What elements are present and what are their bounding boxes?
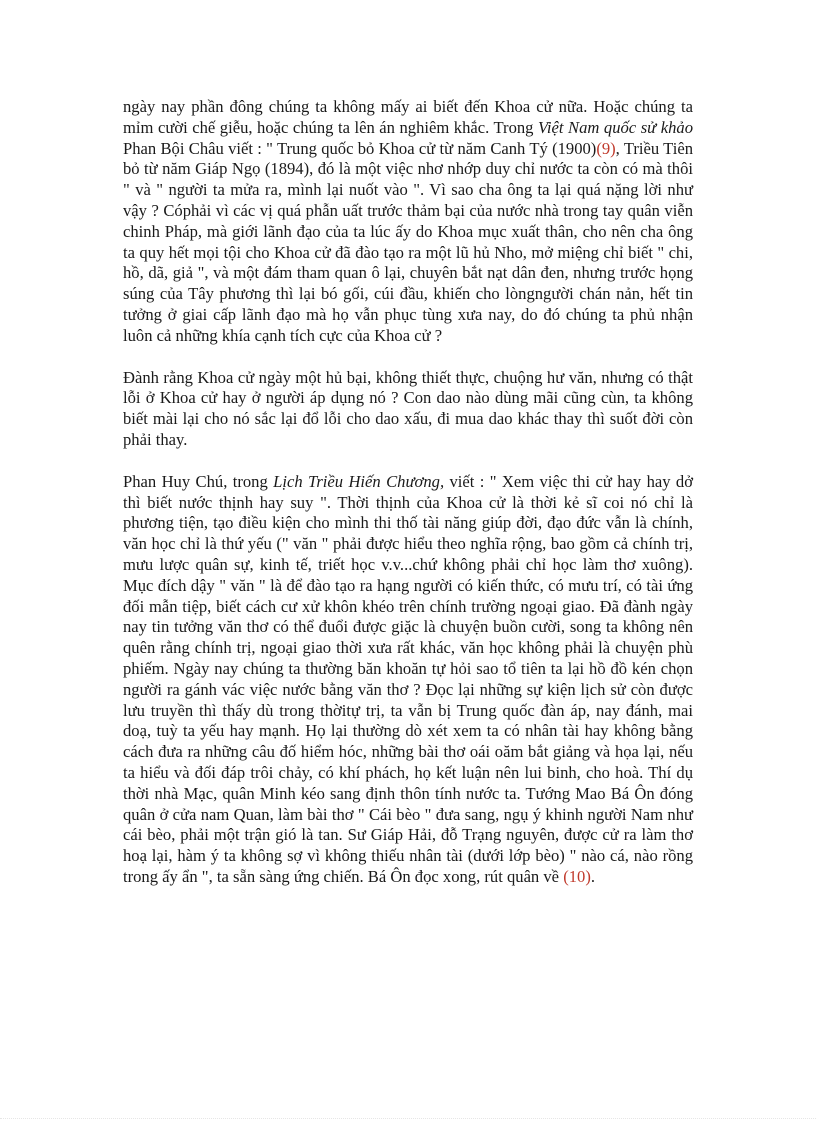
book-title-lich-trieu-hien-chuong: Lịch Triều Hiến Chương, [273, 471, 445, 491]
text-run: Đành rằng Khoa cử ngày một hủ bại, không thiết thực, chuộng hư văn, nhưng có thật lỗi ở Khoa cử hay ở người áp dụng nó ? Con dao nào dùng mãi cũng cùn, ta không biết mài lại cho nó sắc lại đổ lỗi cho dao xấu, đi mua dao khác thay thì suốt đời còn phải thay. [123, 367, 693, 449]
footnote-ref-9[interactable]: (9) [596, 138, 616, 158]
book-title-viet-nam-quoc-su-khao: Việt Nam quốc sử khảo [538, 117, 694, 137]
text-run: viết : " Xem việc thi cử hay hay dở thì biết nước thịnh hay suy ". Thời thịnh của Khoa cử là thời kẻ sĩ coi nó chỉ là phương tiện, tạo điều kiện cho mình thi thố tài năng giúp đời, đạo đức vẫn là chính, văn học chỉ là thứ yếu (" văn " phải được hiểu theo nghĩa rộng, bao gồm cả chính trị, mưu lược quân sự, kinh tế, triết học v.v...chứ không phải chỉ học làm thơ xuông). Mục đích dậy " văn " là để đào tạo ra hạng người có kiến thức, có mưu trí, có tài ứng đối mẫn tiệp, biết cách cư xử khôn khéo trên chính trường ngoại giao. Đã đành ngày nay tin tưởng văn thơ có thể đuổi được giặc là chuyện buồn cười, song ta không nên quên rằng chính trị, ngoại giao thời xưa rất khác, văn học không phải là chuyện phù phiếm. Ngày nay chúng ta thường băn khoăn tự hỏi sao tổ tiên ta lại hồ đồ kén chọn người ra gánh vác việc nước bằng văn thơ ? Đọc lại những sự kiện lịch sử còn được lưu truyền thì thấy dù trong thờitự trị, ta vẫn bị Trung quốc đàn áp, nay đánh, mai doạ, tuỳ ta yếu hay mạnh. Họ lại thường dò xét xem ta có nhân tài hay không bằng cách đưa ra những câu đố hiểm hóc, những bài thơ oái oăm bắt giảng và họa lại, nếu ta hiểu và đối đáp trôi chảy, có khí phách, họ kết luận nên lui binh, cho hoà. Thí dụ thời nhà Mạc, quân Minh kéo sang định thôn tính nước ta. Tướng Mao Bá Ôn đóng quân ở cửa nam Quan, làm bài thơ " Cái bèo " đưa sang, ngụ ý khinh người Nam như cái bèo, phải một trận gió là tan. Sư Giáp Hải, đỗ Trạng nguyên, được cử ra làm thơ hoạ lại, hàm ý ta không sợ vì không thiếu nhân tài (dưới lớp bèo) " nào cá, nào rồng trong ấy ẩn ", ta sẵn sàng ứng chiến. Bá Ôn đọc xong, rút quân về [123, 471, 693, 886]
text-run: , Triều Tiên bỏ từ năm Giáp Ngọ (1894), đó là một việc nhơ nhớp duy chỉ nước ta còn có mà thôi " và " người ta mửa ra, mình lại nuốt vào ". Vì sao cha ông ta lại quá nặng lời như vậy ? Cóphải vì các vị quá phẫn uất trước thảm bại của nước nhà trong tay quân viễn chinh Pháp, mà giới lãnh đạo của ta lúc ấy do Khoa mục xuất thân, cho nên cha ông ta quy hết mọi tội cho Khoa cử đã đào tạo ra một lũ hủ Nho, mở miệng chỉ biết " chi, hồ, dã, giả ", và một đám tham quan ô lại, chuyên bắt nạt dân đen, nhưng trước họng súng của Tây phương thì lại bó gối, cúi đầu, khiến cho lòngngười chán nản, hết tin tưởng ở giai cấp lãnh đạo mà họ vẫn phục tùng xưa nay, do đó chúng ta phủ nhận luôn cả những khía cạnh tích cực của Khoa cử ? [123, 138, 693, 345]
page-bottom-border [0, 1117, 816, 1119]
paragraph-1 [123, 97, 693, 347]
text-run: ngày nay phần đông chúng ta không mấy ai biết đến Khoa cử nữa. Hoặc chúng ta mỉm cười chế giễu, hoặc chúng ta lên án nghiêm khắc. Trong [123, 97, 693, 137]
document-body [123, 97, 693, 909]
footnote-ref-10[interactable]: (10) [563, 866, 591, 886]
paragraph-2 [123, 368, 693, 451]
text-run: Phan Huy Chú, trong [123, 471, 274, 491]
text-run: . [590, 866, 596, 886]
text-run: Phan Bội Châu viết : " Trung quốc bỏ Khoa cử từ năm Canh Tý (1900) [123, 138, 597, 158]
paragraph-3 [123, 472, 693, 888]
